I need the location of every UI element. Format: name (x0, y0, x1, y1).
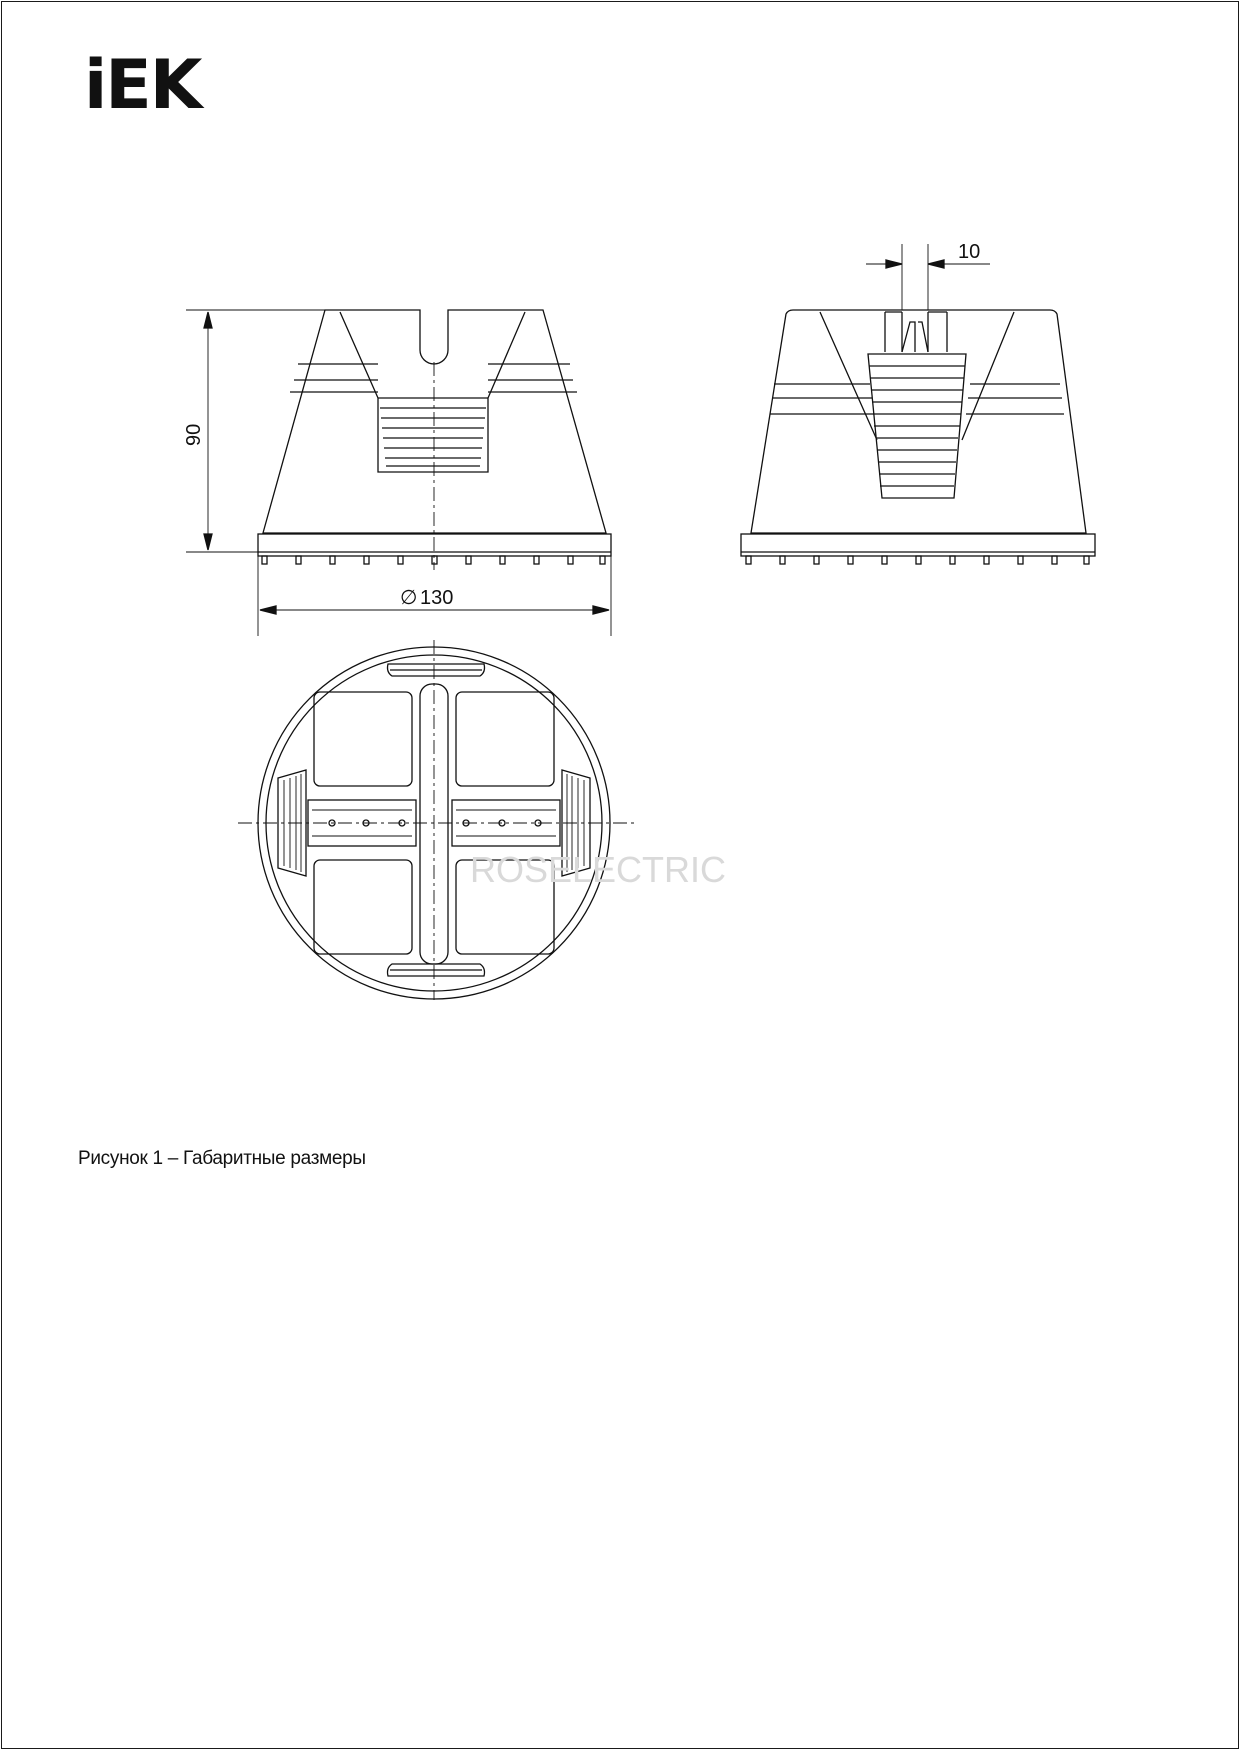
side-view-ribs (869, 366, 965, 486)
dimension-height (186, 310, 325, 552)
top-view (238, 640, 636, 1000)
side-view-pins (746, 556, 1089, 564)
slot-dimension-label: 10 (958, 241, 981, 263)
watermark: ROSELECTRIC (470, 849, 727, 890)
height-dimension-label: 90 (183, 423, 205, 446)
figure-caption: Рисунок 1 – Габаритные размеры (78, 1148, 366, 1169)
front-view (258, 310, 611, 570)
logo-text: iEK (84, 46, 201, 125)
diameter-dimension-label: 130 (420, 587, 454, 609)
side-view (741, 310, 1095, 564)
front-view-ribs (378, 398, 488, 466)
diameter-symbol: ∅ (400, 587, 418, 609)
front-view-pins (262, 556, 605, 564)
